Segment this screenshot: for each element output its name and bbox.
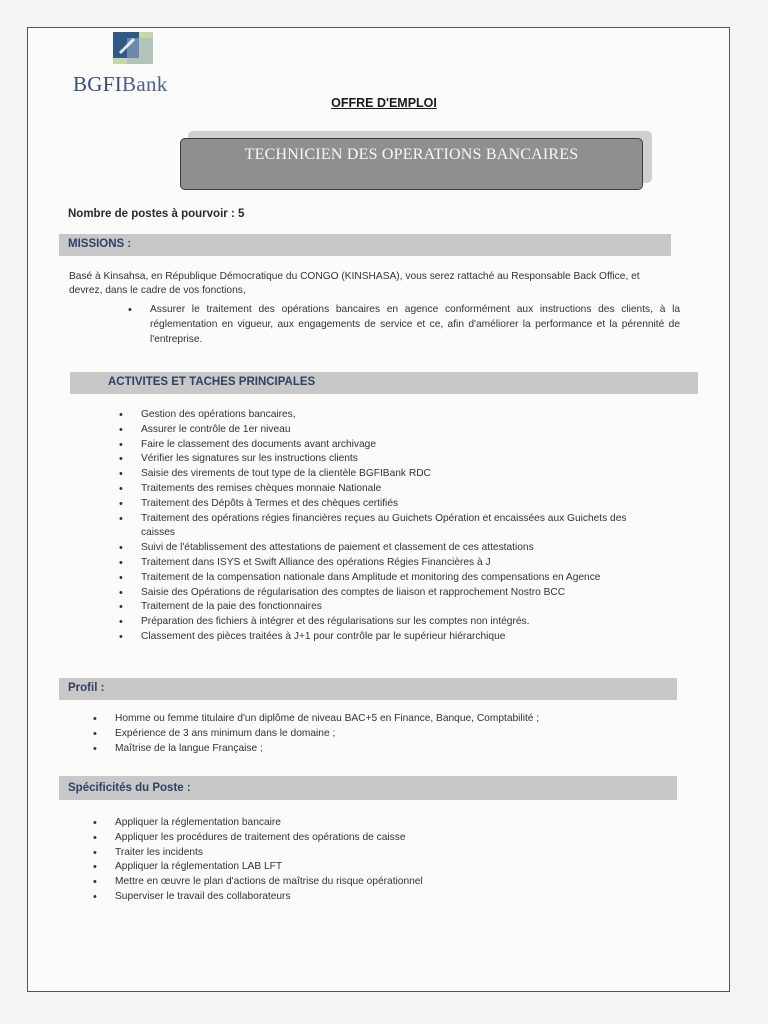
activities-list [119, 408, 659, 645]
brand-name-bank: Bank [122, 72, 168, 96]
logo-mark-icon [113, 32, 153, 64]
list-item: • Traitement des Dépôts à Termes et des chèques certifiés [119, 497, 659, 512]
list-item: • Traitement de la paie des fonctionnaires [119, 600, 659, 615]
list-item: • Préparation des fichiers à intégrer et des régularisations sur les comptes non intégrés. [119, 615, 659, 630]
offer-heading: OFFRE D'EMPLOI [331, 96, 437, 110]
bgfibank-logo [73, 32, 203, 94]
list-item: • Expérience de 3 ans minimum dans le domaine ; [93, 727, 663, 742]
missions-list [128, 303, 680, 347]
list-item: • Traitement des opérations régies financières reçues au Guichets Opération et encaissées aux Guichets des caisses [119, 512, 659, 542]
section-profil-header [59, 678, 677, 700]
list-item: • Classement des pièces traitées à J+1 pour contrôle par le supérieur hiérarchique [119, 630, 659, 645]
list-item: • Saisie des Opérations de régularisation des comptes de liaison et rapprochement Nostro BCC [119, 586, 659, 601]
list-item: • Superviser le travail des collaborateurs [93, 890, 663, 905]
missions-intro: Basé à Kinsahsa, en République Démocratique du CONGO (KINSHASA), vous serez rattaché au Responsable Back Office, et devrez, dans le cadre de vos fonctions, [69, 271, 640, 296]
list-item: • Vérifier les signatures sur les instructions clients [119, 452, 659, 467]
job-title-box [180, 138, 643, 190]
list-item: • Assurer le contrôle de 1er niveau [119, 423, 659, 438]
missions-header-label: MISSIONS : [68, 238, 132, 250]
specificites-list [93, 816, 663, 905]
list-item: • Maîtrise de la langue Française ; [93, 742, 663, 757]
list-item: • Homme ou femme titulaire d'un diplôme de niveau BAC+5 en Finance, Banque, Comptabilité ; [93, 712, 663, 727]
specificites-header-label: Spécificités du Poste : [68, 782, 191, 794]
list-item: • Saisie des virements de tout type de la clientèle BGFIBank RDC [119, 467, 659, 482]
section-missions-header [59, 234, 671, 256]
list-item: • Traitement dans ISYS et Swift Alliance des opérations Régies Financières à J [119, 556, 659, 571]
list-item: • Assurer le traitement des opérations bancaires en agence conformément aux instructions des clients, à la réglementation en vigueur, aux engagements de service et ce, afin d'améliorer la performance et la pérennité de l'entreprise. [128, 303, 680, 347]
activities-header-label: ACTIVITES ET TACHES PRINCIPALES [108, 376, 316, 388]
list-item: • Traitement de la compensation nationale dans Amplitude et monitoring des compensations en Agence [119, 571, 659, 586]
positions-count: Nombre de postes à pourvoir : 5 [68, 208, 245, 220]
profil-list [93, 712, 663, 756]
list-item: • Faire le classement des documents avant archivage [119, 438, 659, 453]
list-item: • Gestion des opérations bancaires, [119, 408, 659, 423]
brand-name-bgfi: BGFI [73, 72, 123, 96]
section-specificites-header [59, 776, 677, 800]
list-item: • Suivi de l'établissement des attestations de paiement et classement de ces attestations [119, 541, 659, 556]
list-item: • Traitements des remises chèques monnaie Nationale [119, 482, 659, 497]
list-item: • Mettre en œuvre le plan d'actions de maîtrise du risque opérationnel [93, 875, 663, 890]
job-title: TECHNICIEN DES OPERATIONS BANCAIRES [244, 146, 579, 163]
list-item: • Appliquer la réglementation bancaire [93, 816, 663, 831]
list-item: • Appliquer les procédures de traitement des opérations de caisse [93, 831, 663, 846]
profil-header-label: Profil : [68, 682, 105, 694]
list-item: • Traiter les incidents [93, 846, 663, 861]
section-activities-header [70, 372, 698, 394]
list-item: • Appliquer la réglementation LAB LFT [93, 860, 663, 875]
